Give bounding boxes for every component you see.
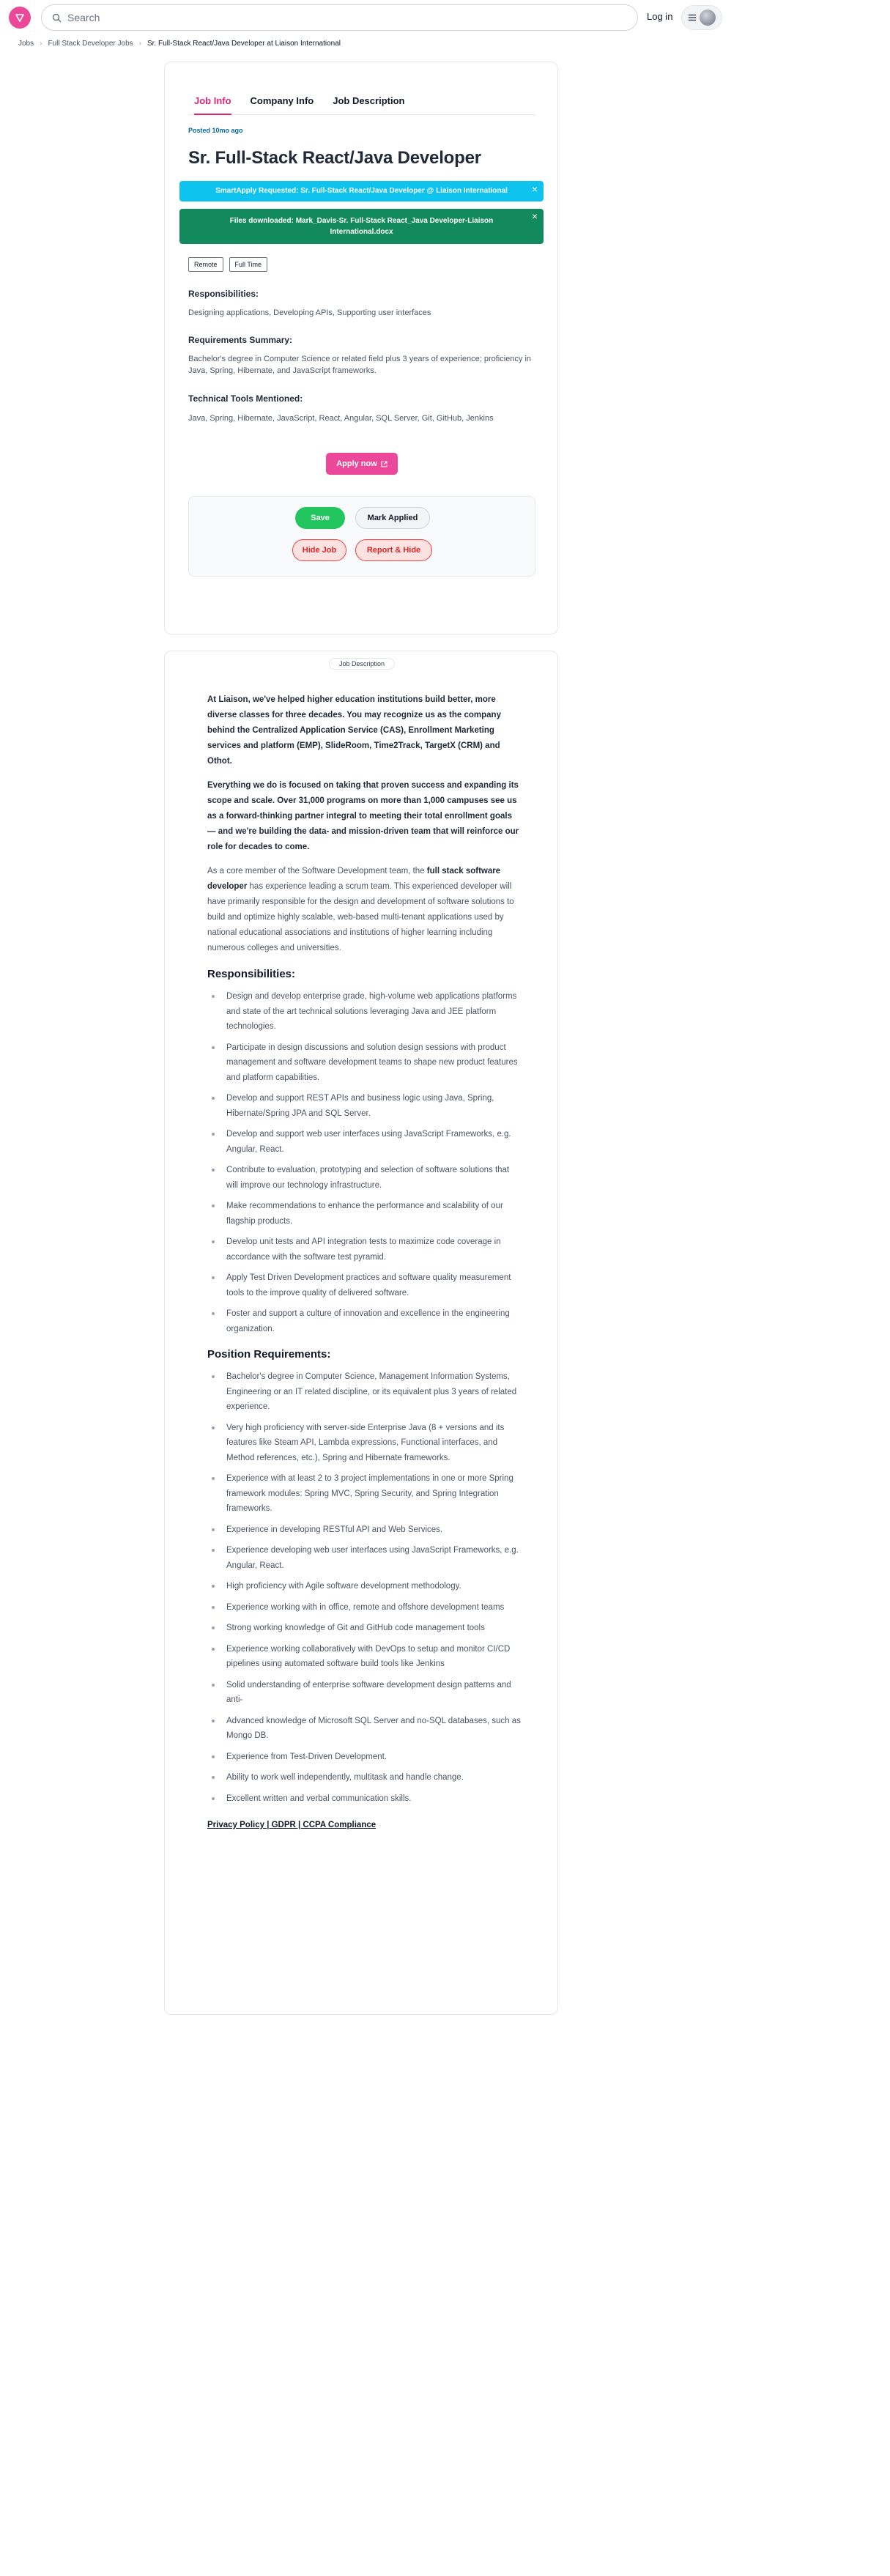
intro-paragraph: Everything we do is focused on taking that proven success and expanding its scope and scale. Over 31,000 programs on more than 1,000 campuses see us as a forward-thinking partner integral to meeting their total enrollment goals — and we're building the data- and mission-driven team that will reinforce our role for decades to come.: [207, 781, 519, 851]
responsibilities-list: [207, 989, 522, 1336]
list-item: Experience with at least 2 to 3 project implementations in one or more Spring framework modules: Spring MVC, Spring Security, and Spring Integration frameworks.: [207, 1471, 522, 1517]
list-item: Develop and support REST APIs and business logic using Java, Spring, Hibernate/Spring JPA and SQL Server.: [207, 1091, 522, 1121]
list-item: High proficiency with Agile software development methodology.: [207, 1579, 522, 1594]
download-toast: [179, 209, 544, 244]
logo[interactable]: [9, 7, 31, 29]
smartapply-toast: [179, 181, 544, 201]
badge-remote: Remote: [188, 257, 223, 272]
job-description-card: [164, 651, 558, 2015]
toast-message: SmartApply Requested: Sr. Full-Stack React/Java Developer @ Liaison International: [215, 187, 508, 195]
breadcrumb-jobs[interactable]: Jobs: [18, 40, 34, 48]
logo-triangle-icon: [15, 12, 25, 23]
search-bar[interactable]: [41, 4, 638, 31]
role-text: As a core member of the Software Development team, the: [207, 867, 427, 876]
intro-paragraph: At Liaison, we've helped higher education institutions build better, more diverse classes for three decades. You may recognize us as the company behind the Centralized Application Service (CAS), Enrollment Marketing services and platform (EMP), SlideRoom, Time2Track, TargetX (CRM) and Othot.: [207, 695, 501, 766]
close-icon[interactable]: ×: [531, 183, 538, 195]
badge-full-time: Full Time: [229, 257, 268, 272]
role-text: has experience leading a scrum team. This experienced developer will have primarily responsible for the design and development of software solutions to build and optimize highly scalable, web-based multi-tenant applications used by national educational associations and institutions of higher learning including numerous colleges and universities.: [207, 882, 514, 952]
close-icon[interactable]: ×: [531, 210, 538, 222]
mark-applied-button[interactable]: Mark Applied: [355, 507, 430, 529]
list-item: Experience working collaboratively with DevOps to setup and monitor CI/CD pipelines using automated software build tools like Jenkins: [207, 1642, 522, 1672]
requirements-list: [207, 1369, 522, 1806]
tab-job-info[interactable]: Job Info: [194, 90, 231, 115]
job-description-body: [207, 692, 522, 1829]
list-item: Excellent written and verbal communication skills.: [207, 1791, 522, 1807]
apply-now-button[interactable]: [326, 453, 398, 475]
list-item: Design and develop enterprise grade, high-volume web applications platforms and state of the art technical solutions leveraging Java and JEE platform technologies.: [207, 989, 522, 1035]
list-item: Make recommendations to enhance the performance and scalability of our flagship products.: [207, 1199, 522, 1229]
list-item: Solid understanding of enterprise software development design patterns and anti-: [207, 1678, 522, 1708]
chevron-right-icon: ›: [138, 40, 141, 48]
list-item: Ability to work well independently, multitask and handle change.: [207, 1770, 522, 1785]
user-menu-button[interactable]: [681, 5, 722, 30]
top-navbar: [0, 0, 890, 35]
chevron-right-icon: ›: [40, 40, 42, 48]
list-item: Bachelor's degree in Computer Science, Management Information Systems, Engineering or an IT related discipline, or its equivalent plus 3 years of related experience.: [207, 1369, 522, 1415]
breadcrumb-current: Sr. Full-Stack React/Java Developer at Liaison International: [147, 40, 341, 48]
tools-text: Java, Spring, Hibernate, JavaScript, React, Angular, SQL Server, Git, GitHub, Jenkins: [188, 414, 494, 423]
list-item: Very high proficiency with server-side Enterprise Java (8 + versions and its features like Steam API, Lambda expressions, Functional interfaces, and Method references, etc.), Spring and Hibernate frameworks.: [207, 1421, 522, 1466]
job-title: Sr. Full-Stack React/Java Developer: [188, 148, 481, 168]
breadcrumb-full-stack-jobs[interactable]: Full Stack Developer Jobs: [48, 40, 133, 48]
list-item: Strong working knowledge of Git and GitHub code management tools: [207, 1621, 522, 1636]
login-link[interactable]: Log in: [647, 11, 673, 22]
hamburger-icon: [688, 14, 697, 21]
list-item: Experience working with in office, remote and offshore development teams: [207, 1600, 522, 1615]
responsibilities-text: Designing applications, Developing APIs, Supporting user interfaces: [188, 308, 431, 317]
tab-company-info[interactable]: Company Info: [250, 95, 314, 106]
list-item: Apply Test Driven Development practices and software quality measurement tools to the improve quality of delivered software.: [207, 1270, 522, 1300]
responsibilities-heading: Responsibilities:: [188, 289, 259, 299]
job-info-card: [164, 62, 558, 634]
job-tabs: [188, 90, 535, 115]
save-button[interactable]: Save: [295, 507, 345, 529]
hide-job-button[interactable]: Hide Job: [292, 539, 346, 561]
job-badges: [188, 257, 267, 272]
toast-message: Files downloaded: Mark_Davis-Sr. Full-Stack React_Java Developer-Liaison International.docx: [229, 217, 494, 236]
list-item: Foster and support a culture of innovation and excellence in the engineering organization.: [207, 1306, 522, 1336]
responsibilities-heading: Responsibilities:: [207, 968, 296, 980]
tools-heading: Technical Tools Mentioned:: [188, 393, 303, 404]
requirements-heading: Requirements Summary:: [188, 335, 293, 345]
list-item: Contribute to evaluation, prototyping and selection of software solutions that will improve our technology infrastructure.: [207, 1163, 522, 1193]
tab-job-description[interactable]: Job Description: [333, 95, 405, 106]
list-item: Participate in design discussions and solution design sessions with product management and software development teams to shape new product features and platform capabilities.: [207, 1040, 522, 1086]
breadcrumb: [18, 40, 341, 48]
apply-label: Apply now: [336, 459, 377, 468]
job-description-label: Job Description: [329, 658, 395, 670]
list-item: Advanced knowledge of Microsoft SQL Server and no-SQL databases, such as Mongo DB.: [207, 1714, 522, 1744]
posted-date: Posted 10mo ago: [188, 127, 243, 134]
list-item: Experience developing web user interfaces using JavaScript Frameworks, e.g. Angular, React.: [207, 1543, 522, 1573]
list-item: Experience in developing RESTful API and Web Services.: [207, 1522, 522, 1538]
job-actions: [188, 496, 535, 577]
role-paragraph: [207, 864, 522, 956]
report-hide-button[interactable]: Report & Hide: [355, 539, 432, 561]
avatar: [700, 10, 716, 26]
list-item: Develop unit tests and API integration tests to maximize code coverage in accordance with the software test pyramid.: [207, 1235, 522, 1265]
list-item: Develop and support web user interfaces using JavaScript Frameworks, e.g. Angular, React.: [207, 1127, 522, 1157]
role-highlight: full stack software developer: [207, 867, 501, 891]
privacy-policy-link[interactable]: Privacy Policy | GDPR | CCPA Compliance: [207, 1821, 377, 1829]
search-input[interactable]: [67, 12, 624, 23]
requirements-heading: Position Requirements:: [207, 1348, 331, 1361]
external-link-icon: [381, 461, 387, 467]
requirements-text: Bachelor's degree in Computer Science or related field plus 3 years of experience; proficiency in Java, Spring, Hibernate, and JavaScript frameworks.: [188, 355, 532, 375]
search-icon: [52, 13, 62, 23]
list-item: Experience from Test-Driven Development.: [207, 1750, 522, 1765]
